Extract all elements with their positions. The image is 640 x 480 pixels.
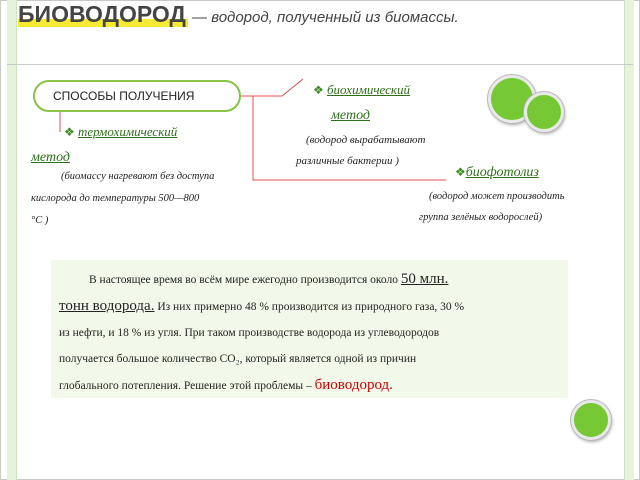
thermochemical-description xyxy=(31,166,256,232)
decor-circle-corner xyxy=(571,400,611,440)
photolysis-desc-line: (водород может производить xyxy=(429,191,565,202)
methods-pill-label: СПОСОБЫ ПОЛУЧЕНИЯ xyxy=(53,89,195,103)
thermochemical-name: термохимический xyxy=(78,124,178,139)
biochemical-desc-line: (водород вырабатывают xyxy=(306,134,426,146)
info-text: В настоящее время во всём мире ежегодно производится около xyxy=(89,274,401,286)
biochemical-method xyxy=(331,108,370,124)
info-amount-b: тонн водорода. xyxy=(59,298,155,314)
info-solution: биоводород. xyxy=(314,377,393,393)
biochemical-name: биохимический xyxy=(327,82,411,97)
thermochemical-desc-line: кислорода до температуры 500—800 xyxy=(31,193,200,204)
info-line-1 xyxy=(59,266,560,293)
thermochemical-method xyxy=(31,150,70,166)
info-line-5 xyxy=(59,372,560,399)
photolysis-description xyxy=(419,186,624,228)
thermochemical-desc-line: (биомассу нагревают без доступа xyxy=(61,171,215,182)
diamond-bullet-icon: ❖ xyxy=(313,83,324,97)
biochemical-method-label: метод xyxy=(331,108,370,123)
biochemical-item xyxy=(313,82,410,98)
methods-pill xyxy=(33,80,241,112)
biochemical-desc-line: различные бактерии ) xyxy=(296,155,399,167)
info-line-3: из нефти, и 18 % из угля. При таком производстве водорода из углеводородов xyxy=(59,327,440,339)
info-amount-a: 50 млн. xyxy=(400,271,449,287)
photolysis-item xyxy=(455,165,539,181)
diamond-bullet-icon: ❖ xyxy=(455,165,466,179)
info-box xyxy=(51,260,568,398)
thermochemical-method-label: метод xyxy=(31,150,70,165)
title-subtitle: — водород, полученный из биомассы. xyxy=(187,9,459,26)
photolysis-desc-line: группа зелёных водорослей) xyxy=(419,212,543,223)
thermochemical-desc-line: °C ) xyxy=(31,215,49,226)
thermochemical-item xyxy=(64,124,177,140)
title-main: БИОВОДОРОД xyxy=(18,1,186,27)
connector-to-biochemical xyxy=(241,79,303,96)
info-text: Из них примерно 48 % производится из природного газа, 30 % xyxy=(154,301,465,313)
info-line-4: получается большое количество CO₂, который является одной из причин xyxy=(59,353,417,365)
decor-circle-small xyxy=(524,92,564,132)
info-text: глобального потепления. Решение этой проблемы – xyxy=(59,380,315,392)
photolysis-name: биофотолиз xyxy=(465,165,539,180)
diamond-bullet-icon: ❖ xyxy=(64,125,75,139)
info-line-2 xyxy=(59,293,560,320)
